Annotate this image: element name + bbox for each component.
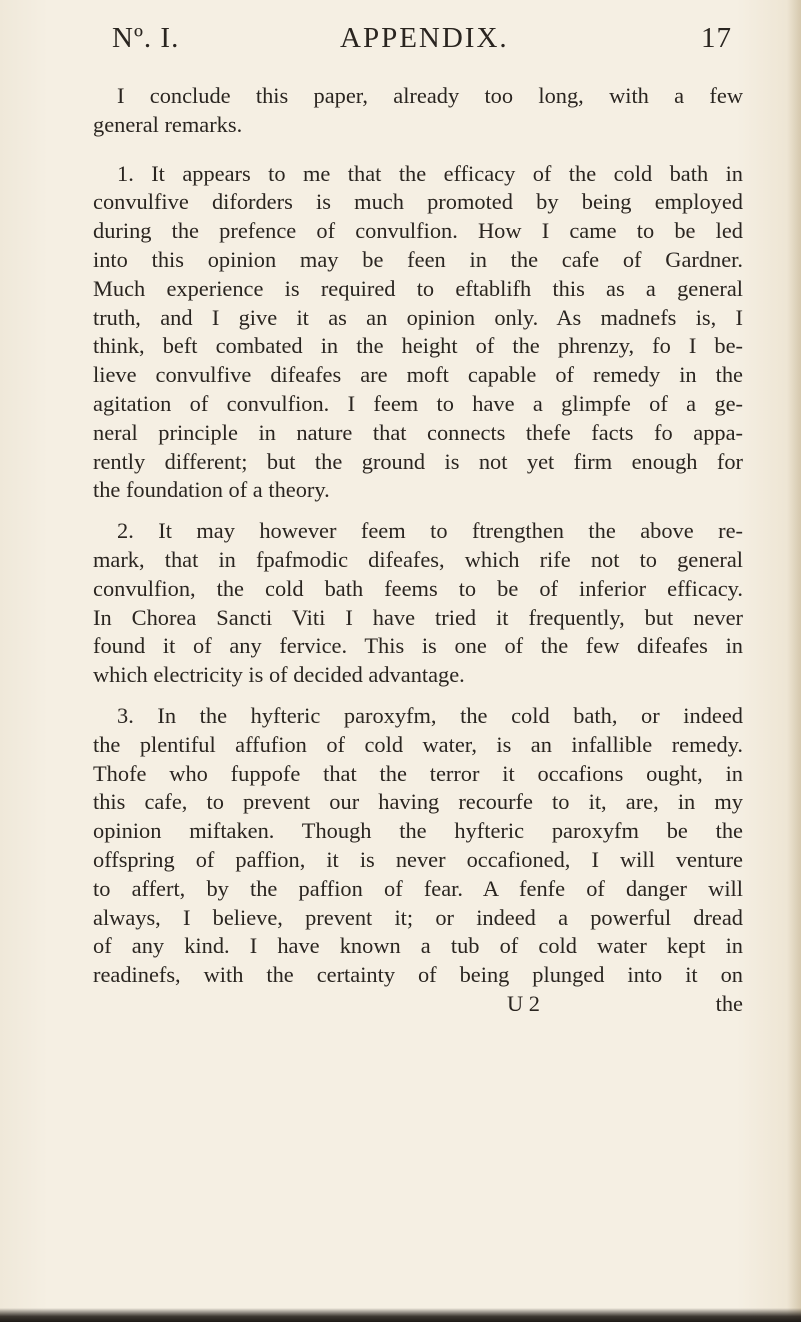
text-line: neral principle in nature that connects thefe facts fo appa- — [93, 419, 743, 445]
page-number: 17 — [701, 22, 732, 54]
text-line: into this opinion may be feen in the cafe of Gardner. — [93, 246, 743, 272]
text-line: 1. It appears to me that the efficacy of the cold bath in — [117, 160, 743, 186]
text-line: opinion miftaken. Though the hyfteric paroxyfm be the — [93, 818, 743, 844]
text-line: mark, that in fpafmodic difeafes, which rife not to general — [93, 546, 743, 572]
page-bottom-shadow — [0, 1308, 801, 1322]
text-line: of any kind. I have known a tub of cold water kept in — [93, 933, 743, 959]
text-line: convulfion, the cold bath feems to be of inferior efficacy. — [93, 575, 743, 601]
catchword: the — [715, 990, 743, 1016]
paragraph-2 — [93, 517, 743, 690]
text-line: truth, and I give it as an opinion only. As madnefs is, I — [93, 304, 743, 330]
text-line: this cafe, to prevent our having recourfe to it, are, in my — [93, 789, 743, 815]
text-line: agitation of convulfion. I feem to have a glimpfe of a ge- — [93, 390, 743, 416]
text-line: the foundation of a theory. — [93, 477, 330, 503]
text-line: rently different; but the ground is not yet firm enough for — [93, 448, 743, 474]
text-line: convulfive diforders is much promoted by being employed — [93, 189, 743, 215]
page-footer — [93, 990, 743, 1019]
header-title: APPENDIX. — [340, 22, 509, 54]
text-line: I conclude this paper, already too long, with a few — [117, 83, 743, 108]
intro-paragraph — [93, 82, 743, 140]
text-line: In Chorea Sancti Viti I have tried it frequently, but never — [93, 604, 743, 630]
text-line: which electricity is of decided advantage. — [93, 662, 465, 688]
page-edge-shadow — [787, 0, 801, 1322]
text-line: lieve convulfive difeafes are moft capable of remedy in the — [93, 362, 743, 388]
section-number: Nº. I. — [112, 22, 180, 54]
text-line: 3. In the hyfteric paroxyfm, the cold bath, or indeed — [117, 702, 743, 728]
paragraph-3 — [93, 702, 743, 990]
text-line: the plentiful affufion of cold water, is an infallible remedy. — [93, 731, 743, 757]
paragraph-1 — [93, 160, 743, 506]
text-line: think, beft combated in the height of the phrenzy, fo I be- — [93, 333, 743, 359]
text-line: to affert, by the paffion of fear. A fenfe of danger will — [93, 875, 743, 901]
running-header — [112, 22, 732, 62]
text-line: found it of any fervice. This is one of the few difeafes in — [93, 633, 743, 659]
text-line: readinefs, with the certainty of being plunged into it on — [93, 962, 743, 988]
text-line: always, I believe, prevent it; or indeed a powerful dread — [93, 904, 743, 930]
text-line: during the prefence of convulfion. How I came to be led — [93, 218, 743, 244]
text-line: general remarks. — [93, 111, 243, 137]
text-line: offspring of paffion, it is never occafioned, I will venture — [93, 846, 743, 872]
text-line: 2. It may however feem to ftrengthen the above re- — [117, 518, 743, 544]
text-line: Thofe who fuppofe that the terror it occafions ought, in — [93, 760, 743, 786]
signature-mark: U 2 — [507, 990, 540, 1016]
text-line: Much experience is required to eftablifh this as a general — [93, 275, 743, 301]
body-text — [93, 70, 743, 1019]
